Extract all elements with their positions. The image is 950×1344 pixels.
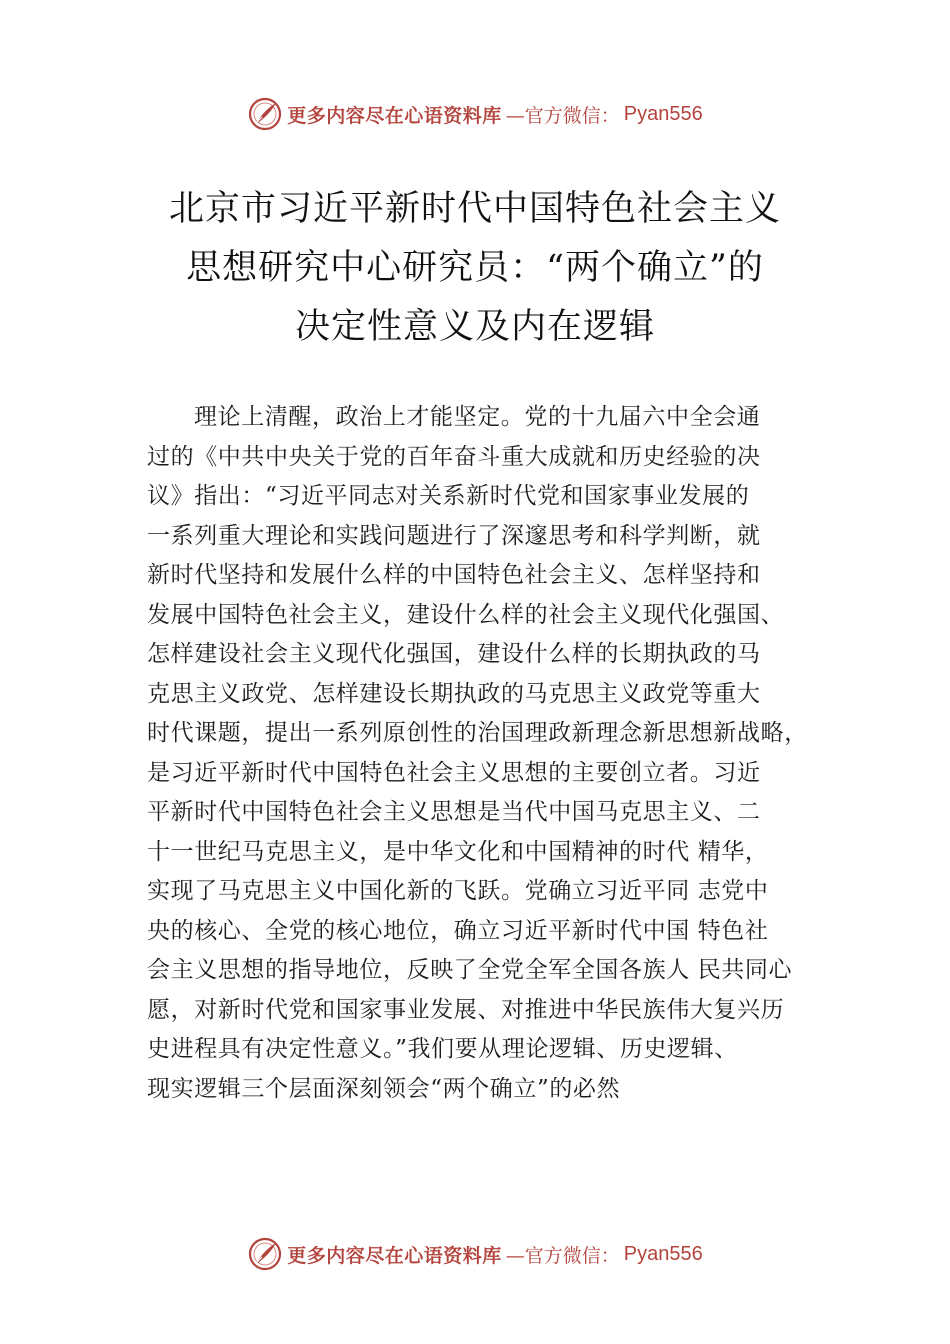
body-line: 过的《中共中央关于党的百年奋斗重大成就和历史经验的决: [147, 443, 761, 470]
footer-banner: [0, 1232, 950, 1276]
banner-wechat-label: —官方微信：: [505, 104, 620, 127]
body-line: 议》指出：“习近平同志对关系新时代党和国家事业发展的: [147, 483, 750, 509]
banner-title: 更多内容尽在心语资料库: [287, 104, 502, 127]
quill-pen-icon: [247, 96, 283, 132]
body-line: 新时代坚持和发展什么样的中国特色社会主义、怎样坚持和: [147, 562, 761, 588]
body-line: 实现了马克思主义中国化新的飞跃。党确立习近平同 志党中: [147, 878, 769, 904]
banner-wechat-id: Pyan556: [623, 102, 703, 125]
quill-pen-icon: [247, 1236, 283, 1272]
body-line: 时代课题，提出一系列原创性的治国理政新理念新思想新战略，: [147, 720, 808, 746]
banner-title: 更多内容尽在心语资料库: [287, 1244, 502, 1267]
body-line: 理论上清醒，政治上才能坚定。党的十九届六中全会通: [194, 404, 761, 430]
body-line: 是习近平新时代中国特色社会主义思想的主要创立者。习近: [147, 759, 761, 786]
body-line: 史进程具有决定性意义。”我们要从理论逻辑、历史逻辑、: [147, 1036, 738, 1062]
document-title: [0, 180, 950, 357]
body-line: 发展中国特色社会主义，建设什么样的社会主义现代化强国、: [147, 601, 785, 628]
header-banner: [0, 92, 950, 136]
title-line-1: 北京市习近平新时代中国特色社会主义: [168, 189, 781, 229]
body-line: 愿，对新时代党和国家事业发展、对推进中华民族伟大复兴历: [147, 996, 785, 1023]
body-line: 央的核心、全党的核心地位，确立习近平新时代中国 特色社: [147, 917, 769, 944]
body-line: 怎样建设社会主义现代化强国，建设什么样的长期执政的马: [147, 641, 761, 667]
body-line: 会主义思想的指导地位，反映了全党全军全国各族人 民共同心: [147, 957, 793, 983]
title-line-2: 思想研究中心研究员：“两个确立”的: [186, 248, 764, 288]
body-line: 现实逻辑三个层面深刻领会“两个确立”的必然: [147, 1075, 621, 1102]
body-line: 一系列重大理论和实践问题进行了深邃思考和科学判断，就: [147, 522, 761, 549]
body-paragraph: [147, 398, 847, 1109]
banner-wechat-label: —官方微信：: [505, 1244, 620, 1267]
body-line: 十一世纪马克思主义，是中华文化和中国精神的时代 精华，: [147, 838, 769, 865]
body-line: 克思主义政党、怎样建设长期执政的马克思主义政党等重大: [147, 680, 761, 707]
banner-wechat-id: Pyan556: [623, 1242, 703, 1265]
body-line: 平新时代中国特色社会主义思想是当代中国马克思主义、二: [147, 799, 761, 825]
title-line-3: 决定性意义及内在逻辑: [294, 307, 655, 347]
